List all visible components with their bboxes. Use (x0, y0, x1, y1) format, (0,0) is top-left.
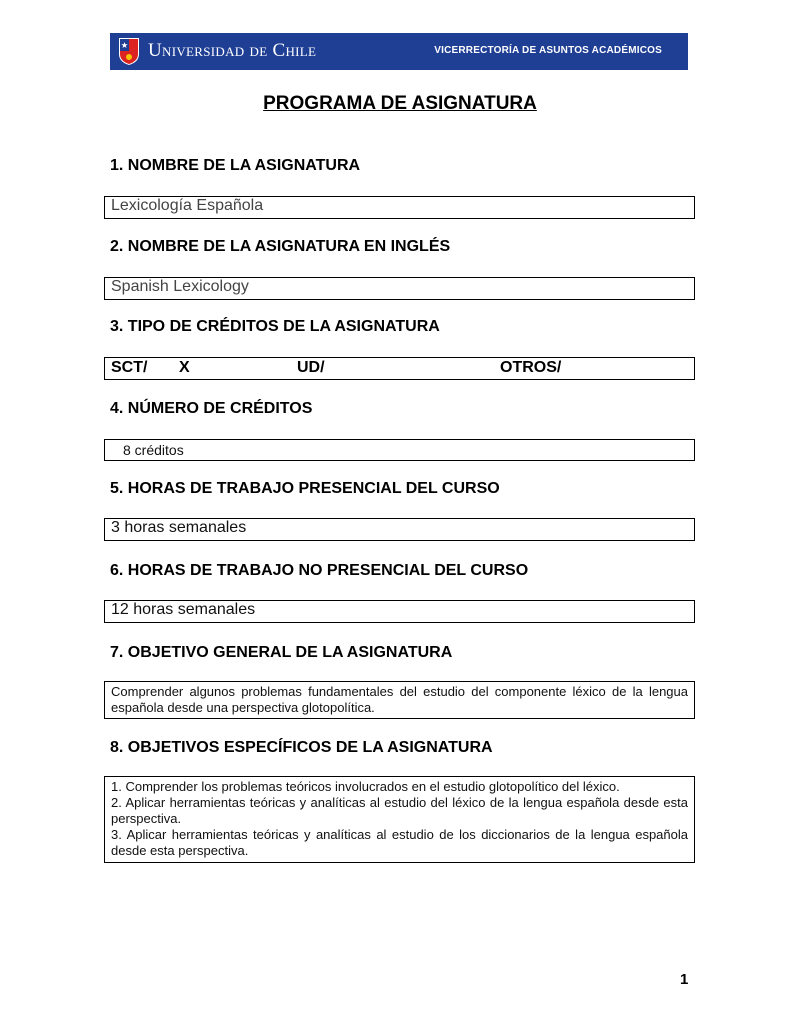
section-1-heading: 1. NOMBRE DE LA ASIGNATURA (110, 157, 361, 174)
section-6-box (104, 600, 695, 623)
unit-name: VICERRECTORÍA DE ASUNTOS ACADÉMICOS (434, 45, 662, 56)
section-5-value: 3 horas semanales (111, 519, 247, 536)
section-6-heading: 6. HORAS DE TRABAJO NO PRESENCIAL DEL CURSO (110, 562, 529, 579)
section-1-box (104, 196, 695, 219)
section-4-box (104, 439, 695, 461)
general-objective-text: Comprender algunos problemas fundamentales del estudio del componente léxico de la lengua española desde una perspectiva glotopolítica. (111, 684, 688, 715)
section-4-heading: 4. NÚMERO DE CRÉDITOS (110, 400, 313, 417)
section-7-value (111, 684, 688, 716)
section-5-heading: 5. HORAS DE TRABAJO PRESENCIAL DEL CURSO (110, 480, 500, 497)
section-7-heading: 7. OBJETIVO GENERAL DE LA ASIGNATURA (110, 644, 453, 661)
section-6-value: 12 horas semanales (111, 601, 256, 618)
credit-sct: SCT/ (111, 359, 148, 376)
section-2-heading: 2. NOMBRE DE LA ASIGNATURA EN INGLÉS (110, 238, 451, 255)
section-5-box (104, 518, 695, 541)
credit-sct-mark: X (179, 359, 190, 376)
list-item: 3. Aplicar herramientas teóricas y analíticas al estudio de los diccionarios de la lengua española desde esta perspectiva. (111, 827, 688, 858)
credit-otros: OTROS/ (500, 359, 562, 376)
header-banner (110, 33, 688, 70)
university-name: Universidad de Chile (148, 40, 317, 61)
list-item: 1. Comprender los problemas teóricos involucrados en el estudio glotopolítico del léxico. (111, 779, 620, 794)
section-8-box (104, 776, 695, 863)
page-title: PROGRAMA DE ASIGNATURA (263, 93, 537, 114)
credit-ud: UD/ (297, 359, 325, 376)
section-1-value: Lexicología Española (111, 197, 264, 214)
section-2-box (104, 277, 695, 300)
page-number: 1 (680, 971, 689, 988)
section-3-heading: 3. TIPO DE CRÉDITOS DE LA ASIGNATURA (110, 318, 440, 335)
section-2-value: Spanish Lexicology (111, 278, 249, 295)
section-7-box (104, 681, 695, 719)
university-crest-icon (118, 36, 140, 66)
section-8-heading: 8. OBJETIVOS ESPECÍFICOS DE LA ASIGNATURA (110, 739, 493, 756)
specific-objectives-list (111, 779, 688, 859)
section-3-box (104, 357, 695, 380)
section-4-value: 8 créditos (123, 442, 184, 458)
list-item: 2. Aplicar herramientas teóricas y analíticas al estudio del léxico de la lengua española desde esta perspectiva. (111, 795, 688, 826)
